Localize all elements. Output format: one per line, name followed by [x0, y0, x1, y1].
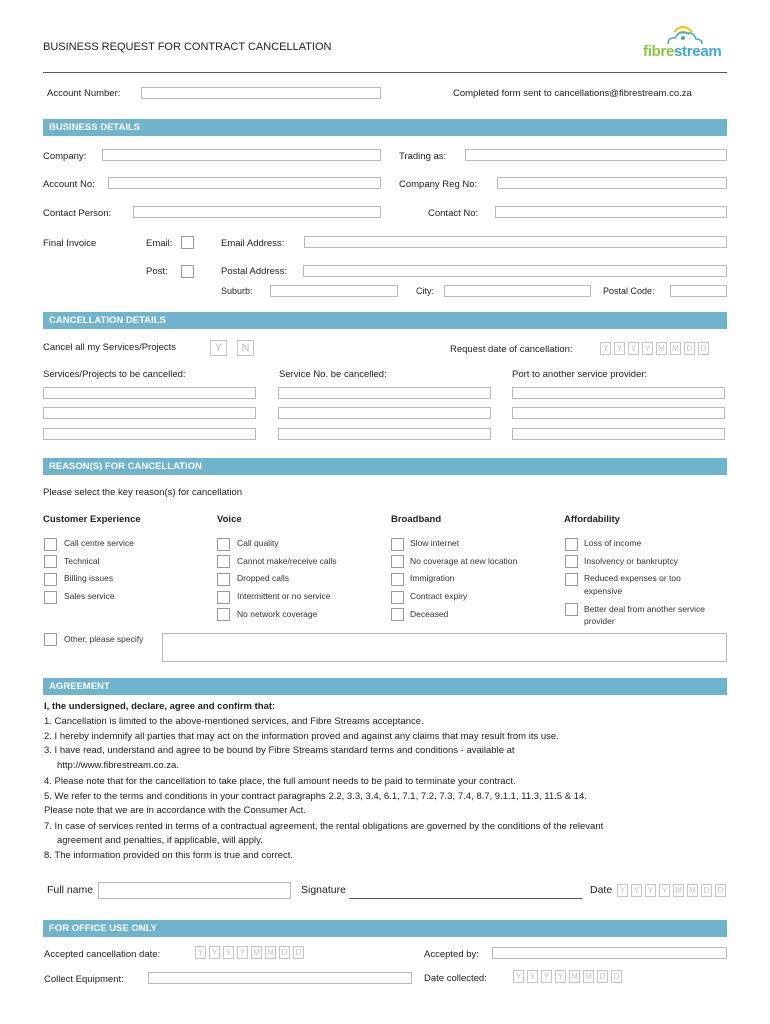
sales-checkbox[interactable]: [44, 591, 57, 604]
company-field[interactable]: [102, 149, 381, 161]
no-coverage-checkbox[interactable]: [391, 555, 404, 568]
agreement-line: 8. The information provided on this form is true and correct.: [44, 850, 294, 861]
slow-internet-checkbox[interactable]: [391, 538, 404, 551]
cancel-all-yes-box[interactable]: Y: [210, 340, 227, 356]
agreement-heading: AGREEMENT: [43, 678, 727, 695]
email-label: Email:: [146, 238, 173, 249]
contact-person-field[interactable]: [133, 206, 381, 218]
billing-label: Billing issues: [64, 573, 114, 583]
completed-sent-note: Completed form sent to cancellations@fibrestream.co.za: [453, 88, 692, 99]
port-provider-label: Port to another service provider:: [512, 369, 648, 380]
cancellation-details-heading: CANCELLATION DETAILS: [43, 312, 727, 329]
date-cell: D: [698, 342, 709, 355]
date-cell: D: [684, 342, 695, 355]
postal-address-field[interactable]: [303, 265, 727, 277]
customer-experience-heading: Customer Experience: [43, 514, 141, 525]
reduced-expenses-label-cont: expensive: [584, 586, 623, 596]
cannot-make-calls-label: Cannot make/receive calls: [237, 556, 337, 566]
deceased-checkbox[interactable]: [391, 608, 404, 621]
postal-code-label: Postal Code:: [603, 286, 655, 296]
account-no-label: Account No:: [43, 179, 95, 190]
agreement-line: 5. We refer to the terms and conditions in your contract paragraphs 2.2, 3.3, 3.4, 6.1, 7.1, 7.2, 7.3, 7.4, 8.7, 9.1.1, 11.3, 11.5 & 14.: [44, 791, 587, 802]
technical-checkbox[interactable]: [44, 555, 57, 568]
insolvency-label: Insolvency or bankruptcy: [584, 556, 679, 566]
voice-heading: Voice: [217, 514, 242, 525]
call-quality-checkbox[interactable]: [217, 538, 230, 551]
date-cell: Y: [600, 342, 611, 355]
date-label: Date: [590, 884, 613, 896]
intermittent-label: Intermittent or no service: [237, 591, 331, 601]
service-no-field-2[interactable]: [278, 407, 491, 419]
dropped-calls-label: Dropped calls: [237, 573, 289, 583]
accepted-date-field[interactable]: [195, 946, 307, 959]
date-cell: M: [670, 342, 681, 355]
better-deal-label: Better deal from another service: [584, 604, 705, 614]
header-divider: [43, 72, 727, 73]
office-use-heading: FOR OFFICE USE ONLY: [43, 920, 727, 937]
contact-person-label: Contact Person:: [43, 208, 112, 219]
agreement-line: 2. I hereby indemnify all parties that may act on the information proved and against any claims that may result from its use.: [44, 731, 559, 742]
agreement-line: 7. In case of services rented in terms of a contractual agreement, the rental obligations are governed by the conditions of the relevant: [44, 821, 604, 832]
account-number-label: Account Number:: [47, 88, 121, 99]
date-cell: M: [583, 970, 594, 983]
call-centre-checkbox[interactable]: [44, 538, 57, 551]
email-address-field[interactable]: [304, 236, 727, 248]
date-cell: Y: [614, 342, 625, 355]
other-specify-field[interactable]: [162, 633, 727, 662]
date-cell: Y: [628, 342, 639, 355]
trading-as-field[interactable]: [465, 149, 727, 161]
date-cell: Y: [527, 970, 538, 983]
date-cell: M: [265, 946, 276, 959]
date-cell: D: [293, 946, 304, 959]
page-title: BUSINESS REQUEST FOR CONTRACT CANCELLATION: [43, 41, 332, 53]
request-date-label: Request date of cancellation:: [450, 344, 573, 355]
city-label: City:: [416, 286, 434, 296]
agreement-date-field[interactable]: [617, 884, 729, 897]
loss-of-income-label: Loss of income: [584, 538, 642, 548]
request-date-field[interactable]: [600, 342, 712, 355]
date-cell: M: [687, 884, 698, 897]
date-cell: Y: [513, 970, 524, 983]
collect-equipment-label: Collect Equipment:: [44, 974, 124, 985]
logo-fibre-text: fibre: [643, 43, 675, 60]
signature-label: Signature: [301, 884, 346, 896]
signature-line[interactable]: [349, 898, 582, 899]
agreement-line: 3. I have read, understand and agree to be bound by Fibre Streams standard terms and conditions - available at: [44, 745, 515, 756]
reduced-expenses-label: Reduced expenses or too: [584, 573, 681, 583]
services-field-3[interactable]: [43, 428, 256, 440]
service-no-field-1[interactable]: [278, 387, 491, 399]
trading-as-label: Trading as:: [399, 151, 447, 162]
company-reg-no-label: Company Reg No:: [399, 179, 478, 190]
contact-no-label: Contact No:: [428, 208, 479, 219]
date-cell: Y: [209, 946, 220, 959]
date-cell: Y: [223, 946, 234, 959]
reasons-heading: REASON(S) FOR CANCELLATION: [43, 458, 727, 475]
immigration-label: Immigration: [410, 573, 455, 583]
agreement-line: 1. Cancellation is limited to the above-mentioned services, and Fibre Streams acceptance.: [44, 716, 424, 727]
intermittent-checkbox[interactable]: [217, 591, 230, 604]
service-no-field-3[interactable]: [278, 428, 491, 440]
other-label: Other, please specify: [64, 634, 144, 644]
sales-label: Sales service: [64, 591, 115, 601]
date-cell: Y: [237, 946, 248, 959]
postal-address-label: Postal Address:: [221, 266, 288, 277]
date-cell: Y: [645, 884, 656, 897]
full-name-field[interactable]: [98, 882, 291, 899]
reasons-intro: Please select the key reason(s) for cancellation: [43, 487, 243, 498]
agreement-line: Please note that we are in accordance with the Consumer Act.: [44, 805, 306, 816]
call-centre-label: Call centre service: [64, 538, 134, 548]
account-no-field[interactable]: [108, 177, 381, 189]
fibrestream-logo: [640, 18, 725, 62]
company-reg-no-field[interactable]: [497, 177, 727, 189]
no-coverage-label: No coverage at new location: [410, 556, 518, 566]
logo-stream-text: stream: [674, 43, 722, 60]
date-cell: Y: [659, 884, 670, 897]
affordability-heading: Affordability: [564, 514, 620, 525]
date-cell: Y: [631, 884, 642, 897]
date-cell: Y: [617, 884, 628, 897]
services-field-2[interactable]: [43, 407, 256, 419]
date-cell: Y: [642, 342, 653, 355]
contract-expiry-checkbox[interactable]: [391, 591, 404, 604]
date-cell: M: [251, 946, 262, 959]
final-invoice-label: Final Invoice: [43, 238, 97, 249]
dropped-calls-checkbox[interactable]: [217, 573, 230, 586]
collect-equipment-field[interactable]: [148, 972, 412, 984]
no-network-label: No network coverage: [237, 609, 318, 619]
date-cell: D: [715, 884, 726, 897]
accepted-by-field[interactable]: [492, 947, 727, 959]
date-cell: Y: [541, 970, 552, 983]
no-network-checkbox[interactable]: [217, 608, 230, 621]
cancel-all-no-box[interactable]: N: [237, 340, 254, 356]
date-collected-field[interactable]: [513, 970, 625, 983]
business-details-heading: BUSINESS DETAILS: [43, 119, 727, 136]
city-field[interactable]: [444, 285, 591, 297]
insolvency-checkbox[interactable]: [565, 555, 578, 568]
immigration-checkbox[interactable]: [391, 573, 404, 586]
date-cell: M: [673, 884, 684, 897]
post-checkbox[interactable]: [181, 265, 194, 278]
email-address-label: Email Address:: [221, 238, 285, 249]
service-no-label: Service No. be cancelled:: [279, 369, 387, 380]
agreement-line: 4. Please note that for the cancellation to take place, the full amount needs to be paid to terminate your contract.: [44, 776, 516, 787]
email-checkbox[interactable]: [181, 236, 194, 249]
call-quality-label: Call quality: [237, 538, 279, 548]
slow-internet-label: Slow internet: [410, 538, 460, 548]
date-cell: D: [597, 970, 608, 983]
date-cell: M: [569, 970, 580, 983]
deceased-label: Deceased: [410, 609, 449, 619]
suburb-field[interactable]: [270, 285, 398, 297]
port-provider-field-1[interactable]: [512, 387, 725, 399]
technical-label: Technical: [64, 556, 100, 566]
agreement-line: http://www.fibrestream.co.za.: [57, 760, 179, 771]
date-cell: Y: [195, 946, 206, 959]
better-deal-label-cont: provider: [584, 616, 615, 626]
company-label: Company:: [43, 151, 87, 162]
agreement-intro: I, the undersigned, declare, agree and confirm that:: [44, 701, 276, 712]
billing-checkbox[interactable]: [44, 573, 57, 586]
account-number-field[interactable]: [141, 87, 381, 99]
agreement-line: agreement and penalties, if applicable, will apply.: [57, 835, 263, 846]
services-field-1[interactable]: [43, 387, 256, 399]
contact-no-field[interactable]: [495, 206, 727, 218]
port-provider-field-3[interactable]: [512, 428, 725, 440]
cancel-all-label: Cancel all my Services/Projects: [43, 342, 177, 353]
better-deal-checkbox[interactable]: [565, 603, 578, 616]
accepted-by-label: Accepted by:: [424, 949, 479, 960]
reduced-expenses-checkbox[interactable]: [565, 573, 578, 586]
post-label: Post:: [146, 266, 168, 277]
other-checkbox[interactable]: [44, 633, 57, 646]
date-cell: D: [611, 970, 622, 983]
accepted-date-label: Accepted cancellation date:: [44, 949, 161, 960]
loss-of-income-checkbox[interactable]: [565, 538, 578, 551]
date-cell: D: [701, 884, 712, 897]
cannot-make-calls-checkbox[interactable]: [217, 555, 230, 568]
broadband-heading: Broadband: [391, 514, 442, 525]
port-provider-field-2[interactable]: [512, 407, 725, 419]
full-name-label: Full name: [47, 884, 94, 896]
contract-expiry-label: Contract expiry: [410, 591, 468, 601]
date-cell: Y: [555, 970, 566, 983]
date-cell: D: [279, 946, 290, 959]
services-to-cancel-label: Services/Projects to be cancelled:: [43, 369, 186, 380]
date-collected-label: Date collected:: [424, 973, 487, 984]
suburb-label: Suburb:: [221, 286, 253, 296]
date-cell: M: [656, 342, 667, 355]
postal-code-field[interactable]: [670, 285, 727, 297]
